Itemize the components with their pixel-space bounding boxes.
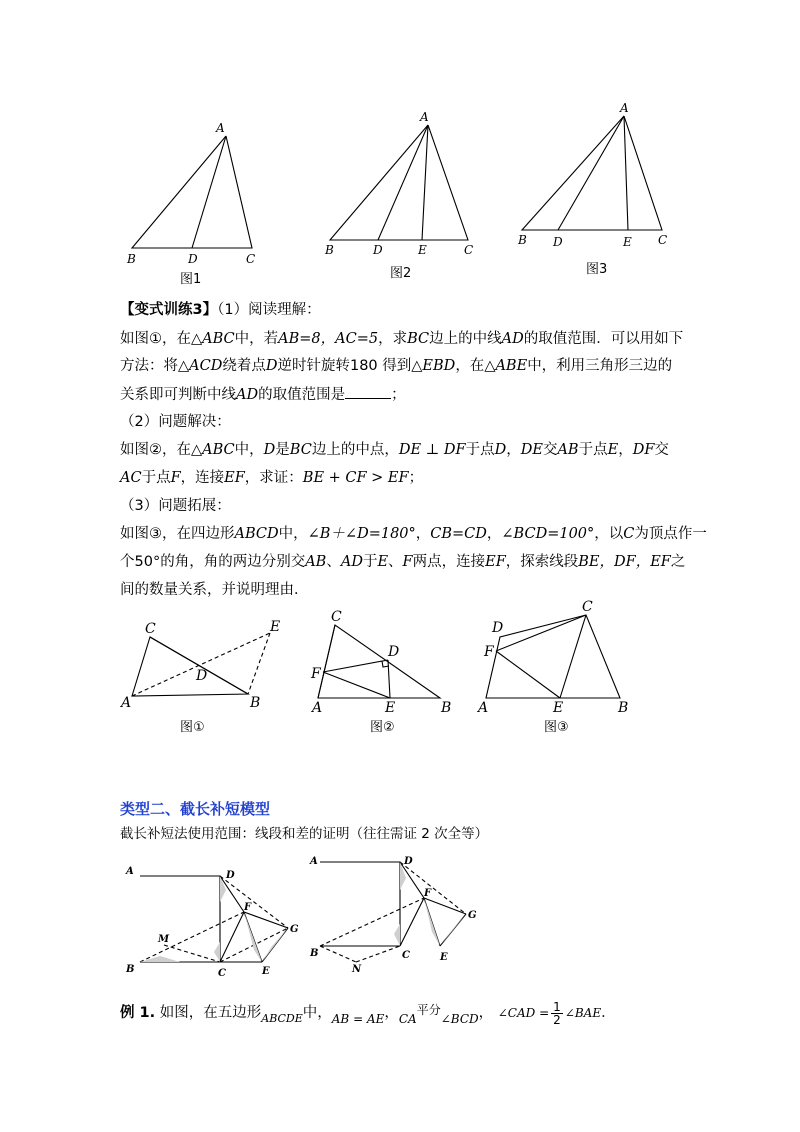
- math: ∠CAD =: [497, 1006, 550, 1020]
- math: ∠BCD=100°: [501, 526, 595, 542]
- text: 关系即可判断中线: [120, 387, 236, 403]
- bottom-figure-right: [320, 862, 466, 962]
- exercise-title: 【变式训练3】: [120, 302, 218, 318]
- fig2-label-c: C: [464, 243, 474, 257]
- mfig1-caption: 图①: [180, 720, 205, 735]
- mfig1-label-d: D: [196, 668, 208, 684]
- text: 是: [275, 442, 290, 458]
- text: 两点，连接: [412, 554, 486, 570]
- bfigL-label-c: C: [218, 968, 226, 979]
- text: 交: [542, 442, 558, 458]
- fig1-label-d: D: [188, 252, 198, 266]
- bfigR-label-f: F: [424, 888, 432, 899]
- text: 平分: [416, 1003, 441, 1017]
- text: 、: [388, 554, 403, 570]
- text: 中，: [278, 526, 308, 542]
- text: 如图③，在四边形: [120, 526, 235, 542]
- exercise-line-6: [120, 524, 707, 544]
- fraction-denominator: 2: [553, 1012, 561, 1027]
- mfig3-label-b: B: [618, 700, 629, 716]
- math: BC: [289, 442, 312, 458]
- text: ，: [384, 1005, 399, 1021]
- text: 个50°的角，角的两边分别交: [120, 554, 306, 570]
- text: ，: [415, 526, 431, 542]
- bfigR-label-b: B: [310, 948, 319, 959]
- fig2-label-d: D: [373, 243, 383, 257]
- math: D: [265, 358, 278, 374]
- text: 中，利用三角形三边的: [527, 358, 673, 374]
- mfig2-label-f: F: [311, 666, 321, 682]
- fig1-label-c: C: [246, 252, 256, 266]
- text: 为顶点作一: [634, 526, 707, 542]
- bfigL-label-e: E: [262, 966, 270, 977]
- top-figure-2: [330, 125, 468, 240]
- math: ABCD: [234, 526, 279, 542]
- math: DE: [520, 442, 543, 458]
- text: 边上的中线: [429, 331, 502, 347]
- text: ，连接: [180, 470, 225, 486]
- math: CA: [398, 1012, 417, 1026]
- text: 绕着点: [222, 358, 266, 374]
- math: E: [377, 554, 389, 570]
- mfig3-label-a: A: [478, 700, 489, 716]
- math: CB=CD: [430, 526, 487, 542]
- fig2-caption: 图2: [390, 266, 412, 281]
- text: 于点: [465, 442, 495, 458]
- text: 于点: [141, 470, 171, 486]
- bfigL-label-b: B: [126, 964, 135, 975]
- fraction-numerator: 1: [553, 999, 561, 1014]
- mfig1-label-a: A: [121, 695, 132, 711]
- bfigL-label-f: F: [244, 902, 252, 913]
- math: AD: [340, 554, 363, 570]
- exercise-line-4: [120, 440, 669, 460]
- math: F: [402, 554, 413, 570]
- fig2-label-a: A: [420, 110, 429, 124]
- mfig3-caption: 图③: [544, 720, 569, 735]
- text: ，: [506, 442, 521, 458]
- text: ；: [391, 387, 406, 403]
- bottom-figure-left: [140, 876, 288, 962]
- text: ；: [408, 470, 424, 486]
- section-description: 截长补短法使用范围：线段和差的证明（往往需证 2 次全等）: [120, 826, 489, 842]
- math: ABCDE: [261, 1012, 303, 1025]
- mfig1-label-b: B: [250, 695, 261, 711]
- math: △ACD: [178, 358, 223, 374]
- math: BE，DF，EF: [578, 554, 671, 570]
- fig3-label-d: D: [553, 235, 563, 249]
- math: ∠B＋∠D=180°: [307, 526, 416, 542]
- bfigR-label-n: N: [352, 964, 362, 975]
- exercise-title-line: [120, 300, 321, 320]
- fig1-label-b: B: [127, 252, 136, 266]
- text: 方法：将: [120, 358, 178, 374]
- text: 的取值范围是: [258, 387, 346, 403]
- math: EF: [224, 470, 245, 486]
- mfig2-label-d: D: [388, 644, 400, 660]
- mfig3-label-e: E: [553, 700, 564, 716]
- exercise-line-8: 间的数量关系，并说明理由．: [120, 582, 309, 598]
- text: ，: [486, 526, 502, 542]
- math: AB=8，AC=5: [278, 331, 379, 347]
- bfigR-label-c: C: [402, 950, 410, 961]
- math: △ABC: [191, 442, 235, 458]
- mfig3-label-c: C: [582, 599, 593, 615]
- text: ．: [601, 1005, 616, 1021]
- mid-figure-3: [486, 615, 620, 698]
- exercise-line-2: [120, 356, 672, 376]
- math: △EBD: [411, 358, 456, 374]
- fig3-label-b: B: [518, 233, 527, 247]
- mfig2-label-e: E: [385, 700, 396, 716]
- math: AC: [120, 470, 142, 486]
- text: 中，: [302, 1005, 332, 1021]
- text: 于点: [578, 442, 608, 458]
- math: AB: [305, 554, 327, 570]
- mfig1-label-c: C: [145, 621, 156, 637]
- text: 、: [326, 554, 341, 570]
- fig2-label-b: B: [325, 243, 334, 257]
- part1-title: （1）阅读理解：: [217, 302, 321, 318]
- math: E: [607, 442, 619, 458]
- fig3-label-e: E: [623, 235, 632, 249]
- fig3-label-c: C: [658, 233, 668, 247]
- text: 之: [670, 554, 686, 570]
- exercise-line-1: [120, 329, 683, 349]
- mfig2-label-c: C: [331, 609, 342, 625]
- bfigL-label-d: D: [226, 870, 235, 881]
- mfig3-label-f: F: [484, 644, 494, 660]
- mfig1-label-e: E: [270, 619, 281, 635]
- math: ∠BAE: [564, 1006, 602, 1020]
- example-label: 例 1.: [120, 1005, 156, 1021]
- bfigL-label-a: A: [126, 866, 134, 877]
- math: BE + CF > EF: [302, 470, 409, 486]
- math: AD: [236, 387, 259, 403]
- math: DE ⊥ DF: [398, 442, 466, 458]
- text: 逆时针旋转180 得到: [277, 358, 412, 374]
- text: 中，: [234, 442, 264, 458]
- text: ，探索线段: [505, 554, 579, 570]
- text: 如图②，在: [120, 442, 191, 458]
- bfigR-label-g: G: [468, 910, 477, 921]
- text: ，求: [378, 331, 408, 347]
- text: ，求证：: [244, 470, 303, 486]
- fig1-label-a: A: [216, 121, 225, 135]
- text: ，: [478, 1005, 494, 1021]
- math: D: [494, 442, 507, 458]
- fig1-caption: 图1: [180, 272, 202, 287]
- exercise-line-7: [120, 552, 685, 572]
- text: 于: [362, 554, 378, 570]
- mfig2-caption: 图②: [370, 720, 395, 735]
- math: △ABC: [191, 331, 235, 347]
- example-1-line: [120, 1000, 616, 1029]
- top-figure-1: [132, 136, 252, 248]
- math: ∠BCD: [440, 1012, 479, 1026]
- math: F: [170, 470, 181, 486]
- fraction-one-half: [551, 1001, 563, 1026]
- math: C: [623, 526, 635, 542]
- mid-figure-1: [132, 633, 270, 696]
- mfig3-label-d: D: [492, 620, 504, 636]
- math: D: [263, 442, 276, 458]
- text: ，以: [594, 526, 624, 542]
- text: 的取值范围．可以用如下: [523, 331, 684, 347]
- section-heading: 类型二、截长补短模型: [120, 800, 271, 818]
- text: 边上的中点，: [311, 442, 399, 458]
- math: EF: [485, 554, 506, 570]
- fig3-caption: 图3: [586, 262, 608, 277]
- bfigR-label-a: A: [310, 856, 318, 867]
- exercise-line-5: [120, 468, 423, 488]
- math: AB: [557, 442, 579, 458]
- fig3-label-a: A: [620, 101, 629, 115]
- answer-blank[interactable]: [345, 384, 391, 399]
- text: ，: [618, 442, 633, 458]
- math: DF: [632, 442, 655, 458]
- part3-title: （3）问题拓展：: [120, 498, 231, 514]
- text: 中，若: [234, 331, 279, 347]
- text: 如图①，在: [120, 331, 191, 347]
- bfigR-label-e: E: [440, 952, 448, 963]
- top-figure-3: [522, 116, 662, 230]
- mfig2-label-b: B: [441, 700, 452, 716]
- mid-figure-2: [318, 625, 440, 698]
- math: △ABE: [484, 358, 528, 374]
- math: BC: [407, 331, 430, 347]
- math: AB = AE: [331, 1012, 385, 1026]
- bfigR-label-d: D: [404, 856, 413, 867]
- bfigL-label-g: G: [290, 924, 299, 935]
- math: AD: [501, 331, 524, 347]
- exercise-line-3: [120, 384, 406, 405]
- text: 如图，在五边形: [159, 1005, 262, 1021]
- fig2-label-e: E: [418, 243, 427, 257]
- mfig2-label-a: A: [312, 700, 323, 716]
- text: ，在: [455, 358, 485, 374]
- text: 交: [654, 442, 669, 458]
- part2-title: （2）问题解决：: [120, 414, 231, 430]
- bfigL-label-m: M: [158, 934, 170, 945]
